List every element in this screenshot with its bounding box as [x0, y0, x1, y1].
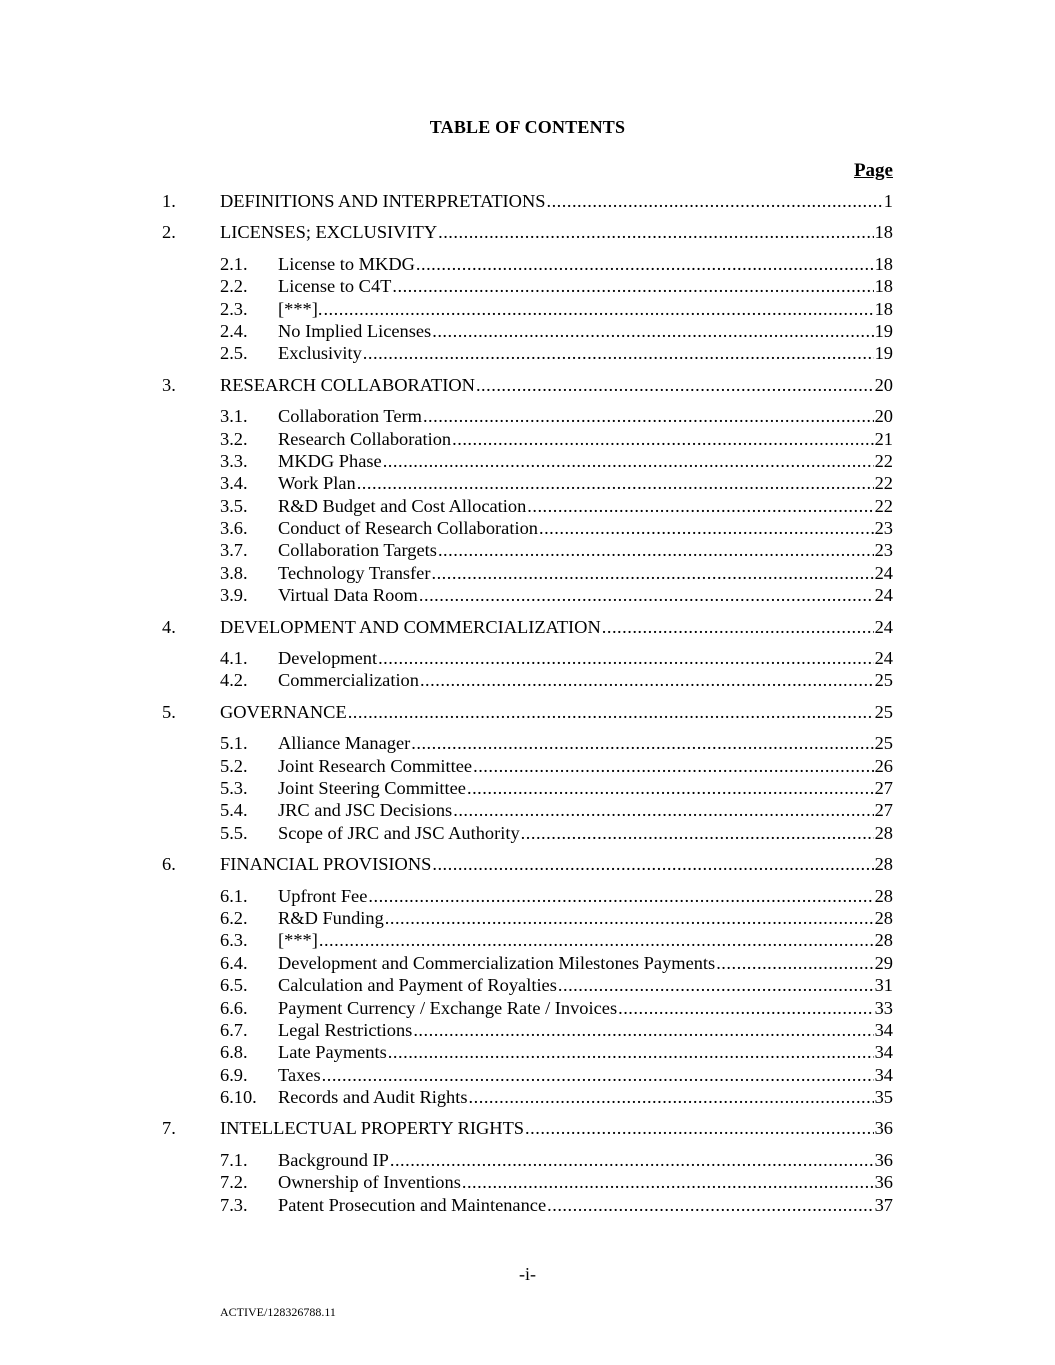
toc-subentry-number: 4.1. — [220, 648, 248, 669]
toc-subentry-number: 3.6. — [220, 518, 248, 539]
toc-subentry-page: 21 — [874, 428, 893, 449]
dot-leader — [388, 1041, 874, 1063]
dot-leader — [432, 320, 873, 342]
toc-subentry[interactable] — [0, 669, 1055, 691]
toc-subentry-number: 3.1. — [220, 406, 248, 427]
toc-subentry-label: Payment Currency / Exchange Rate / Invoices — [278, 997, 618, 1018]
toc-subentry-label: Patent Prosecution and Maintenance — [278, 1194, 547, 1215]
toc-subentry-page: 28 — [874, 822, 893, 843]
toc-subentry-label: MKDG Phase — [278, 450, 382, 471]
toc-subentry-page: 28 — [874, 885, 893, 906]
dot-leader — [419, 584, 874, 606]
toc-subentry-number: 5.1. — [220, 733, 248, 754]
dot-leader — [348, 701, 874, 723]
toc-subentry-page: 20 — [874, 406, 893, 427]
toc-subentry-page: 37 — [874, 1194, 893, 1215]
toc-subentry-label: Upfront Fee — [278, 885, 368, 906]
toc-subentry-page: 22 — [874, 450, 893, 471]
toc-subentry-number: 4.2. — [220, 670, 248, 691]
dot-leader — [368, 885, 873, 907]
toc-entry-number: 3. — [162, 374, 176, 395]
toc-subentry-number: 3.4. — [220, 473, 248, 494]
toc-subentry-label: Scope of JRC and JSC Authority — [278, 822, 520, 843]
toc-entry-label: INTELLECTUAL PROPERTY RIGHTS — [220, 1118, 525, 1139]
toc-subentry-page: 27 — [874, 800, 893, 821]
toc-subentry-page: 34 — [874, 1064, 893, 1085]
toc-subentry[interactable] — [0, 428, 1055, 450]
toc-subentry-number: 2.2. — [220, 276, 248, 297]
toc-subentry-label: Joint Research Committee — [278, 755, 473, 776]
dot-leader — [716, 952, 873, 974]
dot-leader — [413, 1019, 873, 1041]
toc-subentry-number: 6.5. — [220, 975, 248, 996]
toc-section — [0, 190, 1055, 212]
toc-subentry-page: 19 — [874, 320, 893, 341]
toc-entry[interactable] — [0, 221, 1055, 243]
toc-subentry[interactable] — [0, 907, 1055, 929]
toc-subentry[interactable] — [0, 472, 1055, 494]
toc-entry-label: GOVERNANCE — [220, 701, 347, 722]
toc-subentry-label: JRC and JSC Decisions — [278, 800, 453, 821]
toc-subentry-page: 23 — [874, 518, 893, 539]
toc-subentry-number: 6.10. — [220, 1087, 257, 1108]
dot-leader — [476, 374, 874, 396]
toc-subentry-page: 18 — [874, 298, 893, 319]
dot-leader — [392, 275, 873, 297]
toc-subentry-number: 5.3. — [220, 777, 248, 798]
toc-subentry[interactable] — [0, 1019, 1055, 1041]
table-of-contents — [0, 190, 1055, 1225]
toc-entry-label: FINANCIAL PROVISIONS — [220, 854, 432, 875]
toc-subentry-label: Development and Commercialization Milestones Payments — [278, 952, 716, 973]
toc-subentry[interactable] — [0, 755, 1055, 777]
toc-subentry-page: 33 — [874, 997, 893, 1018]
toc-entry-label: DEFINITIONS AND INTERPRETATIONS — [220, 191, 546, 211]
toc-subentry[interactable] — [0, 584, 1055, 606]
toc-subentry-number: 6.1. — [220, 885, 248, 906]
toc-subentry-label: Virtual Data Room — [278, 585, 418, 606]
toc-subentry-page: 31 — [874, 975, 893, 996]
toc-subentry-page: 28 — [874, 907, 893, 928]
toc-entry-page: 1 — [883, 191, 893, 211]
page-column-header: Page — [853, 160, 893, 181]
toc-subentry-number: 3.5. — [220, 495, 248, 516]
toc-subentry[interactable] — [0, 539, 1055, 561]
toc-subentry-label: Background IP — [278, 1149, 389, 1170]
toc-subentry-number: 6.4. — [220, 952, 248, 973]
toc-subentry-label: Technology Transfer — [278, 562, 431, 583]
toc-subentry-number: 6.9. — [220, 1064, 248, 1085]
toc-subentry[interactable] — [0, 562, 1055, 584]
toc-subentry-number: 2.5. — [220, 343, 248, 364]
dot-leader — [558, 974, 874, 996]
toc-subentry[interactable] — [0, 517, 1055, 539]
dot-leader — [322, 1064, 874, 1086]
toc-subentry[interactable] — [0, 1194, 1055, 1216]
toc-subentry-number: 2.4. — [220, 320, 248, 341]
dot-leader — [602, 616, 874, 638]
toc-subentry[interactable] — [0, 1171, 1055, 1193]
dot-leader — [357, 472, 874, 494]
toc-subentry-label: Research Collaboration — [278, 428, 452, 449]
dot-leader — [363, 342, 874, 364]
toc-subentry-number: 6.6. — [220, 997, 248, 1018]
toc-subentry-number: 2.1. — [220, 253, 248, 274]
toc-subentry[interactable] — [0, 1041, 1055, 1063]
dot-leader — [323, 298, 873, 320]
toc-entry-page: 36 — [874, 1118, 893, 1139]
dot-leader — [385, 907, 874, 929]
toc-subentry[interactable] — [0, 253, 1055, 275]
toc-subentry-page: 27 — [874, 777, 893, 798]
toc-section — [0, 701, 1055, 844]
toc-subentry-label: Collaboration Term — [278, 406, 422, 427]
toc-subentry-label: [***] — [278, 930, 318, 951]
dot-leader — [432, 853, 873, 875]
toc-entry-page: 20 — [874, 374, 893, 395]
toc-subentry-label: Late Payments — [278, 1042, 387, 1063]
dot-leader — [319, 929, 874, 951]
toc-subentry-number: 7.2. — [220, 1172, 248, 1193]
toc-subentry[interactable] — [0, 777, 1055, 799]
toc-subentry-number: 6.8. — [220, 1042, 248, 1063]
dot-leader — [423, 405, 874, 427]
toc-subentry[interactable] — [0, 298, 1055, 320]
dot-leader — [547, 1194, 873, 1216]
toc-subentry[interactable] — [0, 495, 1055, 517]
toc-subentry[interactable] — [0, 342, 1055, 364]
toc-entry[interactable] — [0, 190, 1055, 212]
toc-subentry-page: 25 — [874, 733, 893, 754]
toc-section — [0, 853, 1055, 1108]
toc-subentry-label: Ownership of Inventions — [278, 1172, 461, 1193]
dot-leader — [438, 539, 874, 561]
toc-title: TABLE OF CONTENTS — [429, 117, 626, 137]
dot-leader — [438, 221, 874, 243]
dot-leader — [420, 669, 874, 691]
dot-leader — [416, 253, 874, 275]
toc-subentry[interactable] — [0, 1086, 1055, 1108]
toc-subentry[interactable] — [0, 799, 1055, 821]
toc-subentry-label: License to C4T — [278, 276, 392, 297]
toc-entry-number: 1. — [162, 191, 176, 211]
toc-subentry-label: R&D Funding — [278, 907, 384, 928]
toc-subentry-page: 36 — [874, 1172, 893, 1193]
dot-leader — [618, 997, 874, 1019]
toc-subentry-label: License to MKDG — [278, 253, 415, 274]
toc-subentry-label: Alliance Manager — [278, 733, 411, 754]
toc-section — [0, 616, 1055, 692]
dot-leader — [431, 562, 873, 584]
toc-subentry-page: 36 — [874, 1149, 893, 1170]
toc-entry-number: 5. — [162, 701, 176, 722]
dot-leader — [527, 495, 873, 517]
toc-subentry-page: 34 — [874, 1042, 893, 1063]
toc-subentry[interactable] — [0, 952, 1055, 974]
toc-subentry-label: No Implied Licenses — [278, 320, 432, 341]
toc-entry-page: 18 — [874, 222, 893, 243]
dot-leader — [452, 428, 873, 450]
toc-subentry-label: Records and Audit Rights — [278, 1087, 468, 1108]
page-number: -i- — [519, 1264, 536, 1284]
toc-subentry[interactable] — [0, 822, 1055, 844]
toc-subentry-number: 3.2. — [220, 428, 248, 449]
toc-subentry-number: 7.3. — [220, 1194, 248, 1215]
toc-subentry-number: 3.3. — [220, 450, 248, 471]
toc-section — [0, 374, 1055, 607]
toc-section — [0, 1117, 1055, 1216]
toc-subentry-label: [***]. — [278, 298, 323, 319]
toc-entry[interactable] — [0, 853, 1055, 875]
toc-subentry-number: 2.3. — [220, 298, 248, 319]
toc-subentry-label: Collaboration Targets — [278, 540, 437, 561]
toc-subentry[interactable] — [0, 929, 1055, 951]
toc-entry-label: RESEARCH COLLABORATION — [220, 374, 475, 395]
toc-subentry-label: Exclusivity — [278, 343, 362, 364]
toc-entry-number: 4. — [162, 616, 176, 637]
toc-subentry-label: Commercialization — [278, 670, 419, 691]
toc-subentry-number: 5.5. — [220, 822, 248, 843]
toc-subentry-label: Taxes — [278, 1064, 321, 1085]
dot-leader — [453, 799, 873, 821]
toc-subentry[interactable] — [0, 275, 1055, 297]
dot-leader — [383, 450, 874, 472]
toc-entry-page: 25 — [874, 701, 893, 722]
toc-entry[interactable] — [0, 616, 1055, 638]
document-id: ACTIVE/128326788.11 — [220, 1305, 336, 1319]
toc-entry-number: 7. — [162, 1118, 176, 1139]
toc-subentry-page: 19 — [874, 343, 893, 364]
toc-subentry-page: 26 — [874, 755, 893, 776]
toc-entry[interactable] — [0, 1117, 1055, 1139]
toc-subentry-page: 34 — [874, 1019, 893, 1040]
dot-leader — [469, 1086, 874, 1108]
toc-subentry-page: 35 — [874, 1087, 893, 1108]
toc-subentry-number: 3.7. — [220, 540, 248, 561]
dot-leader — [462, 1171, 874, 1193]
toc-subentry-number: 3.8. — [220, 562, 248, 583]
dot-leader — [473, 755, 874, 777]
toc-subentry-label: Conduct of Research Collaboration — [278, 518, 538, 539]
toc-subentry-number: 5.4. — [220, 800, 248, 821]
toc-subentry-number: 6.3. — [220, 930, 248, 951]
toc-subentry-number: 6.2. — [220, 907, 248, 928]
toc-subentry-page: 24 — [874, 585, 893, 606]
toc-subentry-number: 6.7. — [220, 1019, 248, 1040]
toc-subentry[interactable] — [0, 1149, 1055, 1171]
toc-subentry-number: 5.2. — [220, 755, 248, 776]
toc-subentry[interactable] — [0, 1064, 1055, 1086]
toc-subentry-page: 24 — [874, 562, 893, 583]
toc-subentry-label: Joint Steering Committee — [278, 777, 466, 798]
toc-subentry[interactable] — [0, 885, 1055, 907]
toc-section — [0, 221, 1055, 364]
toc-subentry-page: 22 — [874, 473, 893, 494]
dot-leader — [390, 1149, 874, 1171]
toc-subentry[interactable] — [0, 732, 1055, 754]
dot-leader — [525, 1117, 874, 1139]
toc-subentry-page: 18 — [874, 276, 893, 297]
dot-leader — [467, 777, 874, 799]
toc-subentry-number: 7.1. — [220, 1149, 248, 1170]
toc-entry-page: 28 — [874, 854, 893, 875]
toc-subentry-page: 23 — [874, 540, 893, 561]
toc-subentry-page: 29 — [874, 952, 893, 973]
toc-entry-page: 24 — [874, 616, 893, 637]
toc-entry-number: 2. — [162, 222, 176, 243]
toc-subentry-number: 3.9. — [220, 585, 248, 606]
dot-leader — [378, 647, 874, 669]
toc-subentry-page: 25 — [874, 670, 893, 691]
dot-leader — [411, 732, 873, 754]
toc-subentry[interactable] — [0, 405, 1055, 427]
toc-entry[interactable] — [0, 374, 1055, 396]
toc-subentry-page: 18 — [874, 253, 893, 274]
toc-subentry[interactable] — [0, 647, 1055, 669]
toc-entry-label: DEVELOPMENT AND COMMERCIALIZATION — [220, 616, 601, 637]
dot-leader — [539, 517, 874, 539]
toc-subentry-label: Calculation and Payment of Royalties — [278, 975, 557, 996]
toc-subentry[interactable] — [0, 450, 1055, 472]
toc-subentry[interactable] — [0, 997, 1055, 1019]
toc-subentry[interactable] — [0, 320, 1055, 342]
dot-leader — [546, 190, 882, 212]
toc-subentry-page: 28 — [874, 930, 893, 951]
toc-subentry-page: 22 — [874, 495, 893, 516]
toc-subentry-label: R&D Budget and Cost Allocation — [278, 495, 527, 516]
toc-entry-number: 6. — [162, 854, 176, 875]
toc-subentry-page: 24 — [874, 648, 893, 669]
toc-subentry-label: Development — [278, 648, 378, 669]
toc-subentry[interactable] — [0, 974, 1055, 996]
toc-entry[interactable] — [0, 701, 1055, 723]
dot-leader — [521, 822, 874, 844]
toc-subentry-label: Work Plan — [278, 473, 356, 494]
toc-subentry-label: Legal Restrictions — [278, 1019, 413, 1040]
toc-entry-label: LICENSES; EXCLUSIVITY — [220, 222, 438, 243]
